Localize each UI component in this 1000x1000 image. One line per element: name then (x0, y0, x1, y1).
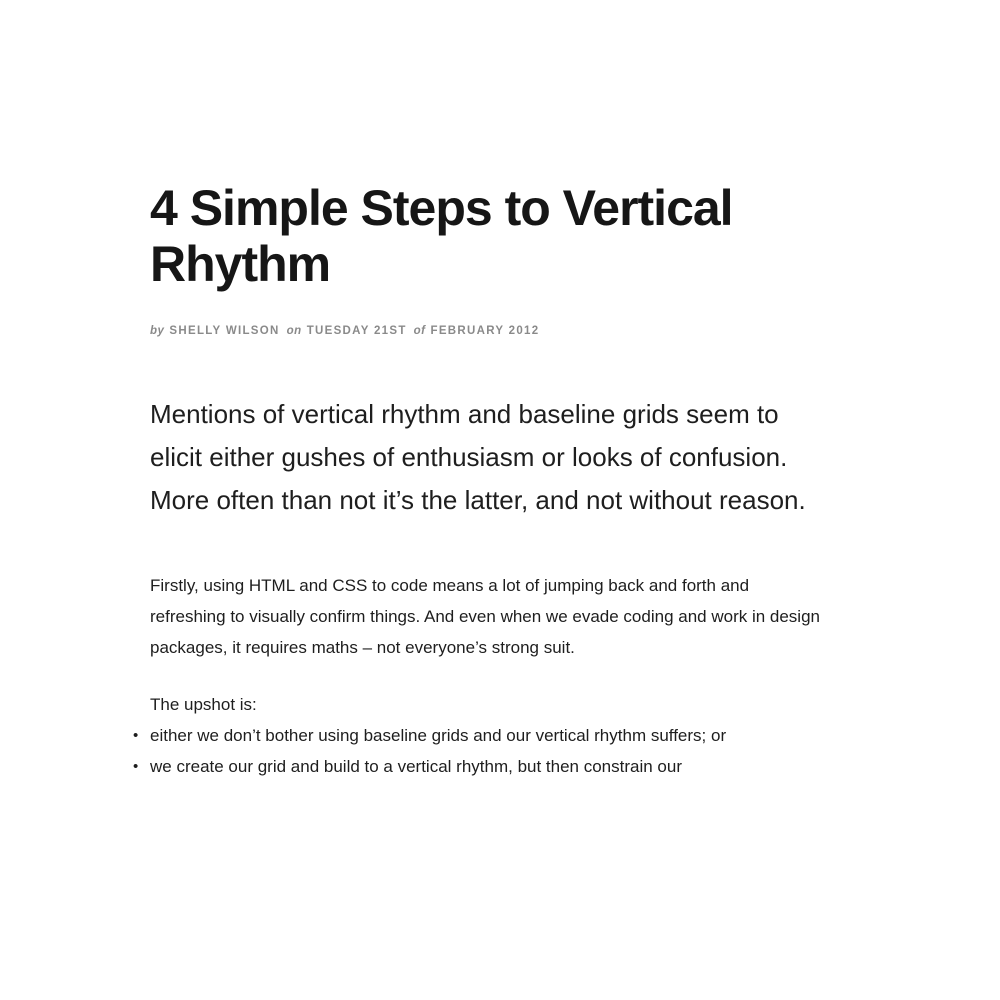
list-item-text: either we don’t bother using baseline grids and our vertical rhythm suffers; or (150, 726, 727, 745)
byline-of-label: of (413, 325, 426, 337)
upshot-label: The upshot is: (150, 695, 257, 714)
byline (150, 325, 830, 337)
byline-day: TUESDAY 21ST (306, 325, 407, 337)
list-item (133, 720, 822, 751)
bullet-icon: • (133, 758, 139, 775)
bullet-list (133, 720, 830, 782)
byline-by-label: by (150, 325, 165, 337)
byline-on-label: on (286, 325, 302, 337)
byline-month-year: FEBRUARY 2012 (430, 325, 540, 337)
article-content (133, 180, 830, 782)
bullet-icon: • (133, 727, 139, 744)
lead-paragraph: Mentions of vertical rhythm and baseline grids seem to elicit either gushes of enthusiasm or looks of confusion. More often than not it’s the latter, and not without reason. (150, 399, 806, 515)
article-title: 4 Simple Steps to Vertical Rhythm (150, 180, 733, 292)
byline-author: SHELLY WILSON (169, 325, 280, 337)
list-item-text: we create our grid and build to a vertical rhythm, but then constrain our (150, 757, 683, 776)
body-paragraph: Firstly, using HTML and CSS to code means a lot of jumping back and forth and refreshing to visually confirm things. And even when we evade coding and work in design packages, it requires maths – not everyone’s strong suit. (150, 576, 820, 657)
list-item (133, 751, 822, 782)
